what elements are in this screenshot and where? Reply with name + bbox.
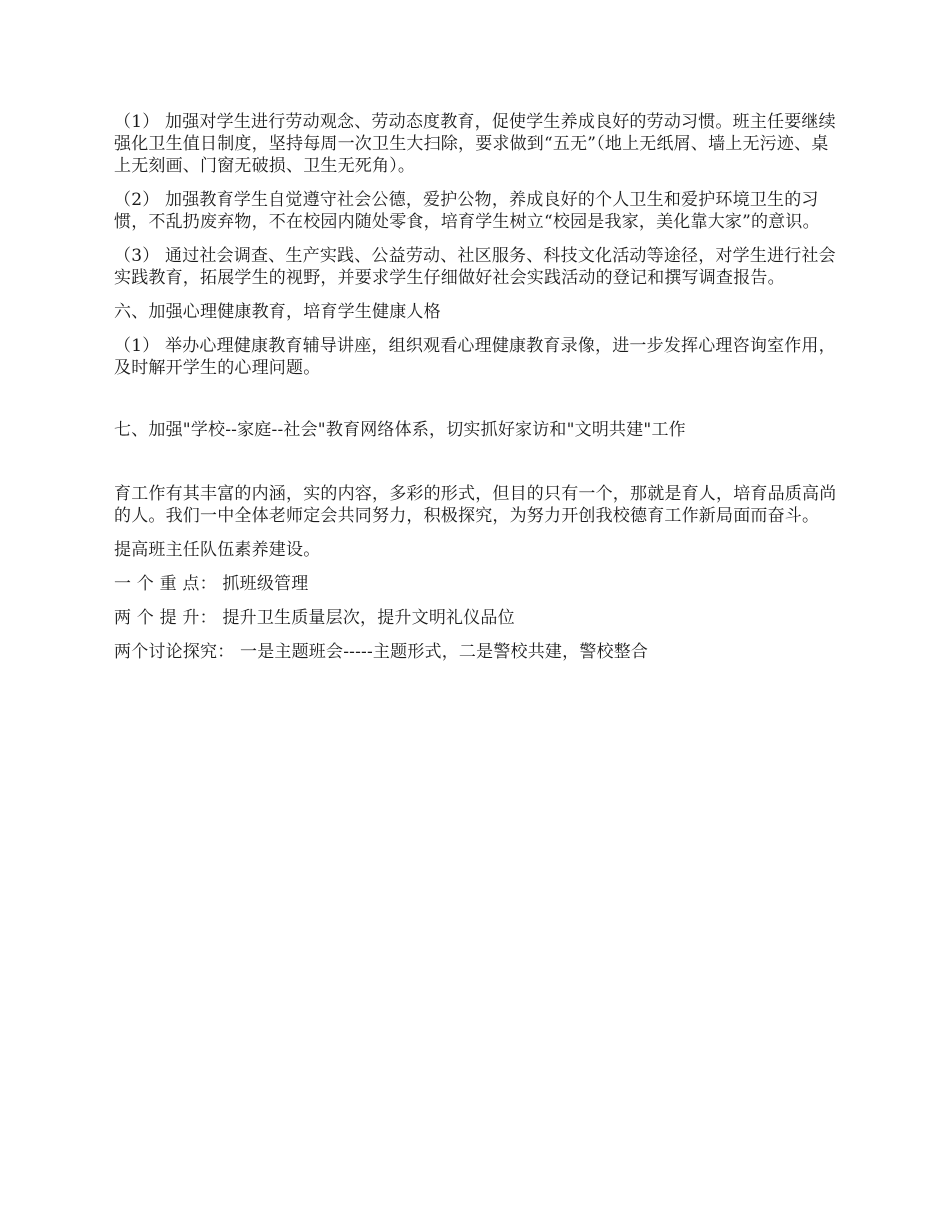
social-practice-paragraph: （3） 通过社会调查、生产实践、公益劳动、社区服务、科技文化活动等途径，对学生进行社会实践教育，拓展学生的视野，并要求学生仔细做好社会实践活动的登记和撰写调查报告。 (114, 246, 836, 288)
one-focus-line: 一 个 重 点： 抓班级管理 (114, 574, 309, 594)
education-network-heading: 七、加强"学校--家庭--社会"教育网络体系，切实抓好家访和"文明共建"工作 (114, 420, 686, 440)
mental-health-heading: 六、加强心理健康教育，培育学生健康人格 (114, 302, 441, 322)
mental-health-paragraph: （1） 举办心理健康教育辅导讲座，组织观看心理健康教育录像，进一步发挥心理咨询室作用，及时解开学生的心理问题。 (114, 336, 836, 378)
summary-paragraph: 育工作有其丰富的内涵，实的内容，多彩的形式，但目的只有一个，那就是育人，培育品质高尚的人。我们一中全体老师定会共同努力，积极探究，为努力开创我校德育工作新局面而奋斗。 (114, 484, 837, 526)
two-improvements-line: 两 个 提 升： 提升卫生质量层次，提升文明礼仪品位 (114, 608, 515, 628)
public-morality-paragraph: （2） 加强教育学生自觉遵守社会公德，爱护公物，养成良好的个人卫生和爱护环境卫生的习惯，不乱扔废弃物，不在校园内随处零食，培育学生树立“校园是我家，美化靠大家”的意识。 (114, 190, 820, 232)
two-discussions-line: 两个讨论探究： 一是主题班会-----主题形式，二是警校共建，警校整合 (114, 642, 649, 662)
teacher-team-paragraph: 提高班主任队伍素养建设。 (114, 540, 321, 560)
labor-education-paragraph: （1） 加强对学生进行劳动观念、劳动态度教育，促使学生养成良好的劳动习惯。班主任要继续强化卫生值日制度，坚持每周一次卫生大扫除，要求做到“五无”（地上无纸屑、墙上无污迹、桌上无刻画、门窗无破损、卫生无死角）。 (114, 112, 836, 176)
